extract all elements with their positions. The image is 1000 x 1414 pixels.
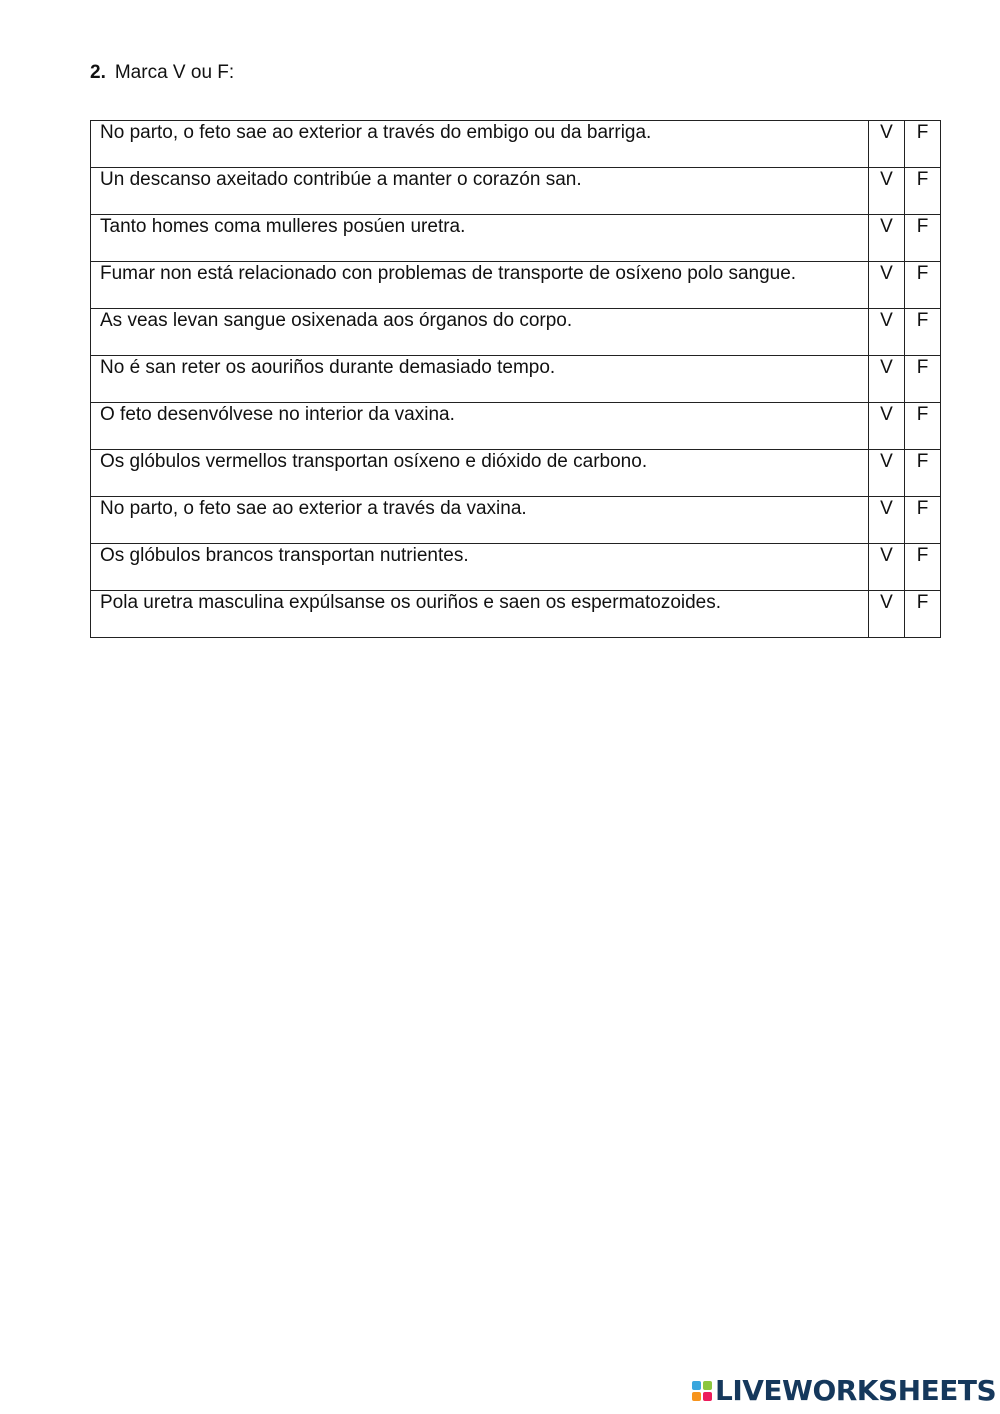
- true-option[interactable]: [869, 591, 905, 638]
- statement-cell: [91, 591, 869, 638]
- false-option-label: F: [916, 451, 929, 472]
- logo-square-3: [692, 1392, 701, 1401]
- true-option-label: V: [880, 310, 893, 331]
- false-option-label: F: [916, 545, 929, 566]
- statement-text: Fumar non está relacionado con problemas de transporte de osíxeno polo sangue.: [100, 263, 797, 284]
- true-option[interactable]: [869, 403, 905, 450]
- false-option-label: F: [916, 498, 929, 519]
- statement-text: Tanto homes coma mulleres posúen uretra.: [100, 216, 466, 237]
- true-option[interactable]: [869, 356, 905, 403]
- true-option[interactable]: [869, 121, 905, 168]
- true-option-label: V: [880, 498, 893, 519]
- false-option[interactable]: [905, 262, 941, 309]
- true-option[interactable]: [869, 309, 905, 356]
- statement-text: No parto, o feto sae ao exterior a través da vaxina.: [100, 498, 527, 519]
- true-option[interactable]: [869, 544, 905, 591]
- false-option[interactable]: [905, 121, 941, 168]
- true-option-label: V: [880, 404, 893, 425]
- false-option-label: F: [916, 122, 929, 143]
- statement-row: [91, 450, 941, 497]
- false-option-label: F: [916, 404, 929, 425]
- false-option-label: F: [916, 169, 929, 190]
- statement-row: [91, 403, 941, 450]
- liveworksheets-brand: [692, 1374, 996, 1408]
- false-option-label: F: [916, 310, 929, 331]
- logo-square-1: [692, 1381, 701, 1390]
- statement-cell: [91, 121, 869, 168]
- false-option[interactable]: [905, 168, 941, 215]
- statement-row: [91, 121, 941, 168]
- statement-row: [91, 309, 941, 356]
- statement-text: No é san reter os aouriños durante demasiado tempo.: [100, 357, 556, 378]
- false-option-label: F: [916, 357, 929, 378]
- true-option-label: V: [880, 216, 893, 237]
- false-option[interactable]: [905, 403, 941, 450]
- logo-square-4: [703, 1392, 712, 1401]
- true-option[interactable]: [869, 262, 905, 309]
- question-heading: [90, 61, 234, 85]
- statement-cell: [91, 544, 869, 591]
- statement-cell: [91, 168, 869, 215]
- true-false-table: [90, 120, 941, 638]
- true-option-label: V: [880, 263, 893, 284]
- true-option-label: V: [880, 592, 893, 613]
- true-option-label: V: [880, 451, 893, 472]
- false-option[interactable]: [905, 591, 941, 638]
- true-option[interactable]: [869, 450, 905, 497]
- statement-cell: [91, 309, 869, 356]
- statement-row: [91, 544, 941, 591]
- statement-row: [91, 262, 941, 309]
- false-option[interactable]: [905, 497, 941, 544]
- statement-cell: [91, 262, 869, 309]
- false-option[interactable]: [905, 309, 941, 356]
- false-option[interactable]: [905, 544, 941, 591]
- true-option-label: V: [880, 357, 893, 378]
- logo-square-2: [703, 1381, 712, 1390]
- statement-text: O feto desenvólvese no interior da vaxina.: [100, 404, 455, 425]
- false-option[interactable]: [905, 356, 941, 403]
- true-option-label: V: [880, 122, 893, 143]
- statement-cell: [91, 215, 869, 262]
- statement-cell: [91, 403, 869, 450]
- statement-text: Os glóbulos vermellos transportan osíxeno e dióxido de carbono.: [100, 451, 648, 472]
- statement-cell: [91, 356, 869, 403]
- statement-text: Pola uretra masculina expúlsanse os ouriños e saen os espermatozoides.: [100, 592, 722, 613]
- true-option-label: V: [880, 169, 893, 190]
- statement-row: [91, 168, 941, 215]
- true-option[interactable]: [869, 497, 905, 544]
- question-number: 2.: [90, 62, 106, 83]
- statement-row: [91, 591, 941, 638]
- false-option[interactable]: [905, 450, 941, 497]
- statement-cell: [91, 450, 869, 497]
- false-option-label: F: [916, 263, 929, 284]
- question-prompt: Marca V ou F:: [114, 62, 235, 83]
- false-option-label: F: [916, 216, 929, 237]
- statement-text: Os glóbulos brancos transportan nutrientes.: [100, 545, 469, 566]
- brand-name: LIVEWORKSHEETS: [715, 1374, 997, 1407]
- statement-text: As veas levan sangue osixenada aos órganos do corpo.: [100, 310, 573, 331]
- true-option[interactable]: [869, 215, 905, 262]
- false-option[interactable]: [905, 215, 941, 262]
- true-option[interactable]: [869, 168, 905, 215]
- statement-text: Un descanso axeitado contribúe a manter o corazón san.: [100, 169, 582, 190]
- true-option-label: V: [880, 545, 893, 566]
- statement-row: [91, 356, 941, 403]
- statement-row: [91, 497, 941, 544]
- liveworksheets-logo-icon: [692, 1381, 712, 1401]
- statement-cell: [91, 497, 869, 544]
- statement-text: No parto, o feto sae ao exterior a través do embigo ou da barriga.: [100, 122, 652, 143]
- statement-row: [91, 215, 941, 262]
- false-option-label: F: [916, 592, 929, 613]
